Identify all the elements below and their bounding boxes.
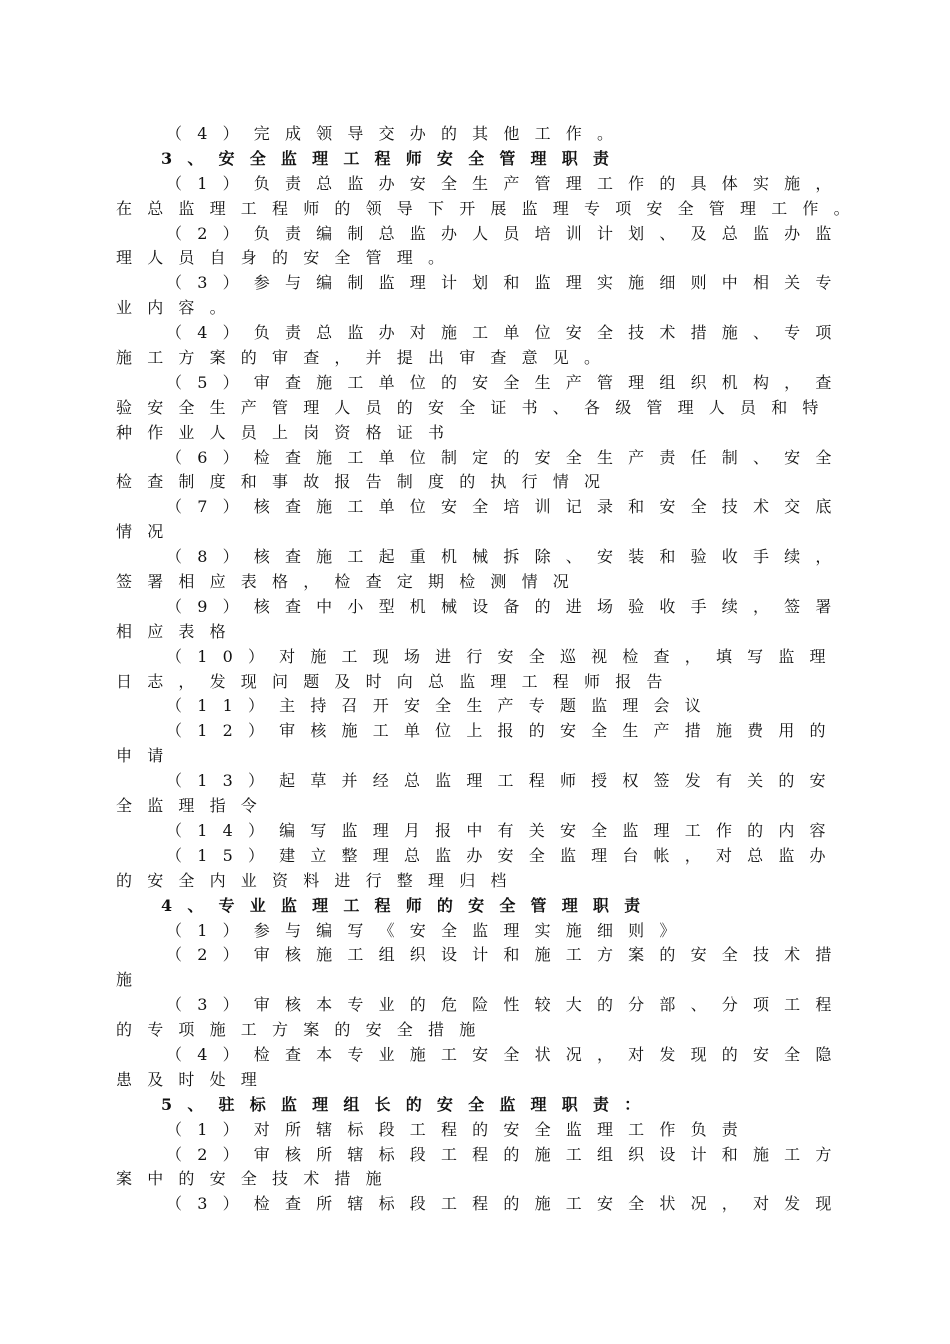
- text-line: 理人员自身的安全管理。: [116, 248, 460, 268]
- text-line: （4）检查本专业施工安全状况，对发现的安全隐: [166, 1044, 847, 1064]
- text-line: （3）检查所辖标段工程的施工安全状况，对发现: [166, 1194, 847, 1214]
- text-line: 日志，发现问题及时向总监理工程师报告: [116, 671, 678, 691]
- text-line: （7）核查施工单位安全培训记录和安全技术交底: [166, 497, 847, 517]
- document-body: [116, 122, 865, 1217]
- text-line: （14）编写监理月报中有关安全监理工作的内容: [166, 820, 841, 840]
- text-line: （1）对所辖标段工程的安全监理工作负责: [166, 1119, 753, 1139]
- text-line: 的专项施工方案的安全措施: [116, 1020, 491, 1040]
- text-line: （6）检查施工单位制定的安全生产责任制、安全: [166, 447, 847, 467]
- text-line: （4）完成领导交办的其他工作。: [166, 124, 629, 143]
- text-line: 种作业人员上岗资格证书: [116, 422, 460, 442]
- text-line: 情况: [116, 522, 179, 542]
- text-line: 验安全生产管理人员的安全证书、各级管理人员和特: [116, 397, 834, 417]
- text-line: （4）负责总监办对施工单位安全技术措施、专项: [166, 323, 847, 343]
- text-line: （15）建立整理总监办安全监理台帐，对总监办: [166, 845, 841, 865]
- section-heading: 5、驻标监理组长的安全监理职责：: [161, 1094, 656, 1114]
- text-line: 检查制度和事故报告制度的执行情况: [116, 472, 616, 492]
- text-line: 业内容。: [116, 298, 241, 318]
- section-heading: 3、安全监理工程师安全管理职责: [161, 148, 625, 168]
- text-line: （12）审核施工单位上报的安全生产措施费用的: [166, 721, 841, 741]
- text-line: （9）核查中小型机械设备的进场验收手续，签署: [166, 596, 847, 616]
- text-line: 患及时处理: [116, 1069, 273, 1089]
- text-line: 案中的安全技术措施: [116, 1169, 397, 1189]
- text-line: 施工方案的审查，并提出审查意见。: [116, 348, 616, 368]
- text-line: 签署相应表格，检查定期检测情况: [116, 572, 585, 592]
- text-line: （3）审核本专业的危险性较大的分部、分项工程: [166, 995, 847, 1015]
- text-line: 全监理指令: [116, 796, 273, 816]
- section-heading: 4、专业监理工程师的安全管理职责: [161, 895, 656, 915]
- text-line: （2）审核所辖标段工程的施工组织设计和施工方: [166, 1144, 847, 1164]
- text-line: 在总监理工程师的领导下开展监理专项安全管理工作。: [116, 198, 865, 218]
- text-line: 申请: [116, 746, 179, 766]
- text-line: （13）起草并经总监理工程师授权签发有关的安: [166, 771, 841, 791]
- text-line: （10）对施工现场进行安全巡视检查，填写监理: [166, 646, 841, 666]
- text-line: （2）负责编制总监办人员培训计划、及总监办监: [166, 223, 847, 243]
- text-line: （1）参与编写《安全监理实施细则》: [166, 920, 691, 940]
- text-line: （3）参与编制监理计划和监理实施细则中相关专: [166, 273, 847, 293]
- text-line: 的安全内业资料进行整理归档: [116, 870, 522, 890]
- text-line: （2）审核施工组织设计和施工方案的安全技术措: [166, 945, 847, 965]
- text-line: （5）审查施工单位的安全生产管理组织机构，查: [166, 372, 847, 392]
- text-line: 施: [116, 970, 148, 990]
- text-line: （8）核查施工起重机械拆除、安装和验收手续，: [166, 547, 847, 567]
- text-line: （1）负责总监办安全生产管理工作的具体实施，: [166, 173, 847, 193]
- text-line: 相应表格: [116, 621, 241, 641]
- text-line: （11）主持召开安全生产专题监理会议: [166, 696, 716, 716]
